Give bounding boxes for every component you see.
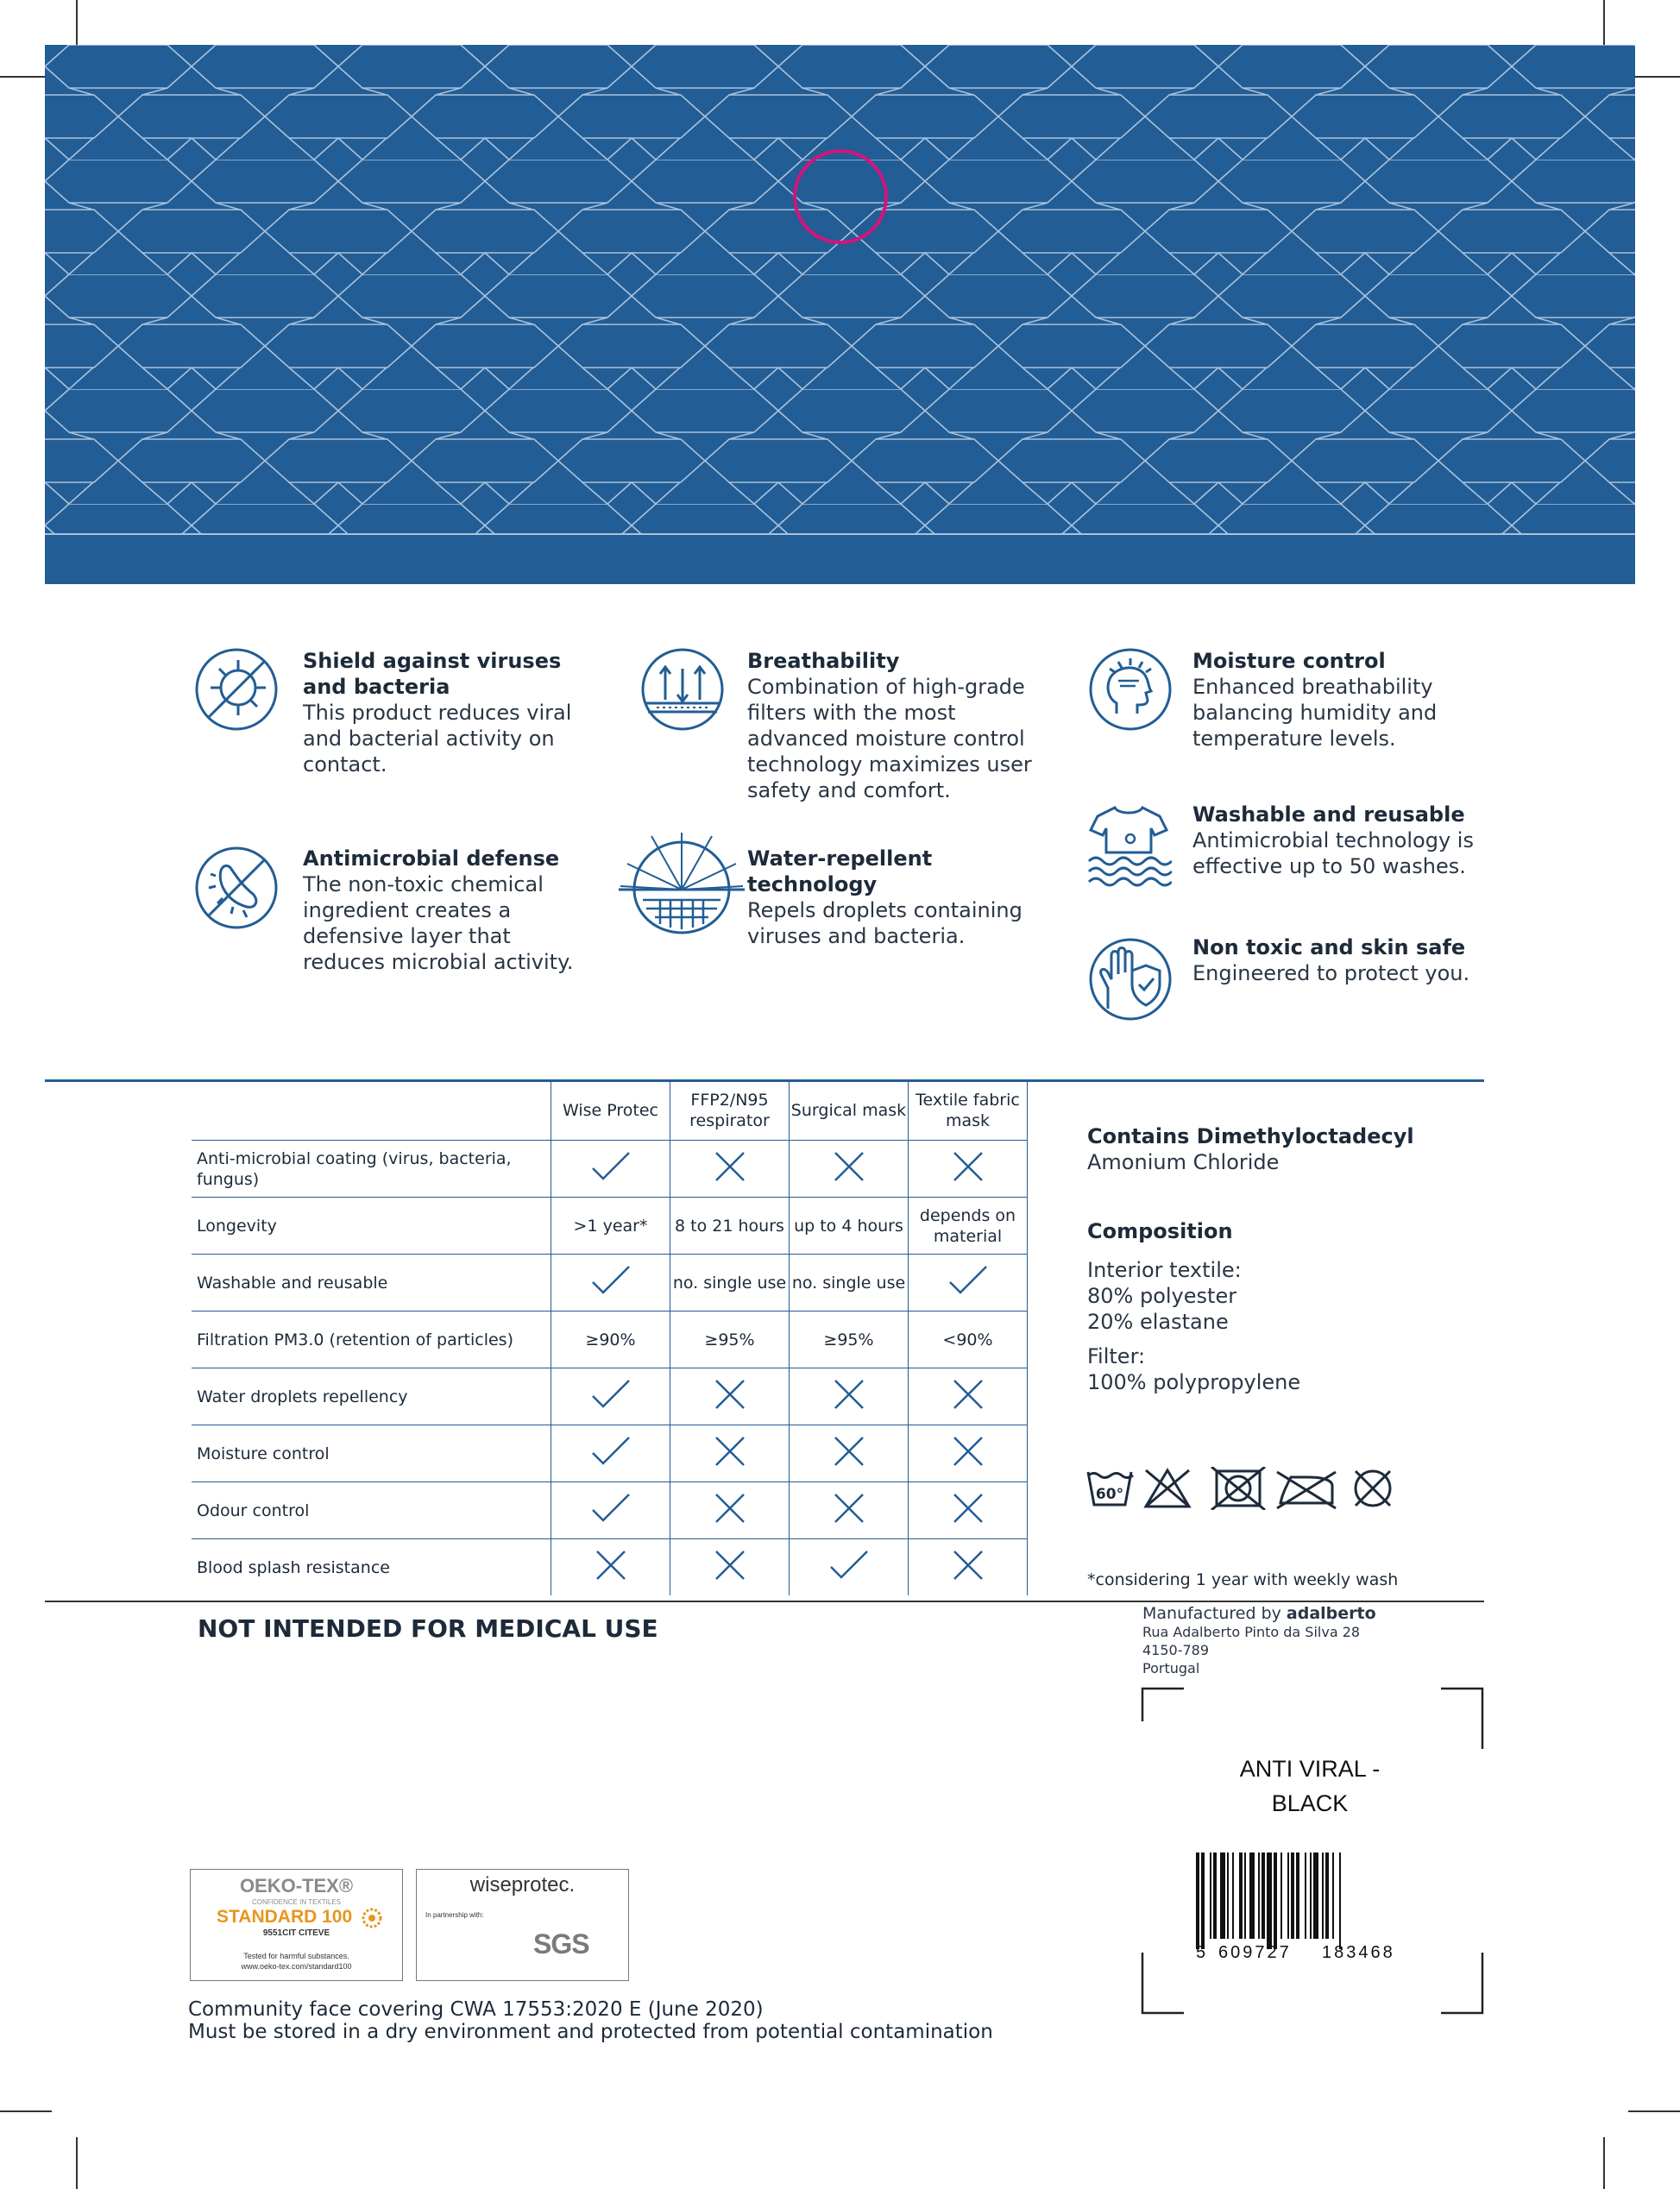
barcode-bar bbox=[1220, 1852, 1225, 1939]
oeko-url: www.oeko-tex.com/standard100 bbox=[241, 1962, 352, 1971]
crop-mark bbox=[76, 2137, 78, 2189]
feature-non-toxic bbox=[1192, 934, 1477, 986]
barcode-bar bbox=[1287, 1852, 1289, 1939]
barcode-bar bbox=[1210, 1852, 1211, 1939]
interior-value: 80% polyester bbox=[1087, 1284, 1237, 1308]
crop-mark bbox=[1603, 0, 1605, 52]
washable-shirt-icon bbox=[1085, 801, 1172, 887]
feature-text: Engineered to protect you. bbox=[1192, 961, 1470, 985]
cross-icon bbox=[832, 1491, 866, 1525]
address-line: 4150-789 bbox=[1142, 1642, 1210, 1658]
oeko-standard: STANDARD 100 bbox=[217, 1907, 353, 1927]
check-icon bbox=[589, 1377, 632, 1412]
oeko-tagline: CONFIDENCE IN TEXTILES bbox=[252, 1898, 341, 1906]
barcode-bar bbox=[1339, 1852, 1341, 1949]
check-icon bbox=[589, 1491, 632, 1525]
feature-title: Non toxic and skin safe bbox=[1192, 935, 1466, 959]
cross-icon bbox=[713, 1434, 747, 1469]
barcode-bar bbox=[1305, 1852, 1306, 1939]
contains-block bbox=[1087, 1123, 1414, 1175]
footnote: *considering 1 year with weekly wash bbox=[1087, 1570, 1399, 1589]
table-cell-cross bbox=[670, 1141, 790, 1198]
table-cell-cross bbox=[790, 1482, 909, 1539]
storage-note: Must be stored in a dry environment and protected from potential contamination bbox=[188, 2021, 993, 2043]
table-cell-cross bbox=[909, 1482, 1028, 1539]
composition-title: Composition bbox=[1087, 1219, 1233, 1243]
row-label: Filtration PM3.0 (retention of particles) bbox=[192, 1312, 551, 1368]
feature-shield bbox=[303, 648, 588, 777]
feature-antimicrobial bbox=[303, 846, 588, 975]
no-microbe-icon bbox=[193, 845, 280, 931]
barcode-bar bbox=[1332, 1852, 1334, 1939]
no-dry-clean-icon bbox=[1356, 1471, 1390, 1506]
barcode-bar bbox=[1267, 1852, 1272, 1949]
check-icon bbox=[589, 1149, 632, 1184]
composition-interior bbox=[1087, 1257, 1242, 1335]
crop-mark bbox=[0, 2110, 52, 2112]
cross-icon bbox=[951, 1548, 985, 1582]
feature-moisture bbox=[1192, 648, 1477, 752]
barcode-bar bbox=[1239, 1852, 1243, 1939]
table-cell-check bbox=[551, 1368, 670, 1425]
table-row bbox=[192, 1312, 1028, 1368]
svg-text:60°: 60° bbox=[1095, 1486, 1124, 1503]
crop-mark bbox=[0, 76, 52, 78]
table-cell-cross bbox=[909, 1368, 1028, 1425]
wiseprotec-logo bbox=[416, 1869, 629, 1981]
row-label: Longevity bbox=[192, 1198, 551, 1255]
manufacturer-block bbox=[1142, 1605, 1376, 1677]
table-cell-check bbox=[551, 1255, 670, 1312]
table-cell: up to 4 hours bbox=[790, 1198, 909, 1255]
column-header: FFP2/N95 respirator bbox=[670, 1081, 790, 1141]
cross-icon bbox=[832, 1149, 866, 1184]
breathability-icon bbox=[639, 646, 726, 733]
product-name bbox=[1217, 1752, 1403, 1821]
filter-value: 100% polypropylene bbox=[1087, 1370, 1301, 1394]
table-cell-cross bbox=[551, 1539, 670, 1596]
cross-icon bbox=[713, 1377, 747, 1412]
cross-icon bbox=[713, 1548, 747, 1582]
table-cell-check bbox=[790, 1539, 909, 1596]
bottom-text bbox=[188, 1998, 993, 2043]
feature-text: Combination of high-grade filters with the most advanced moisture control technology maximizes user safety and comfort. bbox=[747, 675, 1032, 802]
table-cell-cross bbox=[670, 1368, 790, 1425]
table-cell-check bbox=[909, 1255, 1028, 1312]
barcode-bar bbox=[1296, 1852, 1299, 1939]
pattern-banner bbox=[45, 45, 1635, 584]
feature-water-repellent bbox=[747, 846, 1032, 949]
check-icon bbox=[827, 1548, 871, 1582]
table-cell-cross bbox=[790, 1425, 909, 1482]
table-row bbox=[192, 1539, 1028, 1596]
hand-shield-icon bbox=[1087, 936, 1173, 1022]
table-cell: <90% bbox=[909, 1312, 1028, 1368]
barcode-bar bbox=[1313, 1852, 1318, 1939]
barcode-bar bbox=[1244, 1852, 1246, 1939]
virus-shield-icon bbox=[193, 646, 280, 733]
oeko-brand: OEKO-TEX® bbox=[239, 1875, 354, 1897]
contains-title: Contains Dimethyloctadecyl bbox=[1087, 1124, 1414, 1148]
wiseprotec-brand: wiseprotec. bbox=[469, 1873, 576, 1897]
address-line: Portugal bbox=[1142, 1660, 1200, 1676]
table-cell: no. single use bbox=[670, 1255, 790, 1312]
feature-title: Antimicrobial defense bbox=[303, 846, 560, 871]
barcode-bar bbox=[1249, 1852, 1255, 1939]
table-cell-cross bbox=[909, 1141, 1028, 1198]
table-cell-check bbox=[551, 1425, 670, 1482]
composition-block bbox=[1087, 1218, 1233, 1244]
care-symbols bbox=[1085, 1467, 1431, 1510]
table-cell-cross bbox=[670, 1539, 790, 1596]
row-label: Moisture control bbox=[192, 1425, 551, 1482]
column-header: Wise Protec bbox=[551, 1081, 670, 1141]
product-line: BLACK bbox=[1271, 1790, 1349, 1816]
cross-icon bbox=[713, 1149, 747, 1184]
row-label: Blood splash resistance bbox=[192, 1539, 551, 1596]
table-cell-check bbox=[551, 1141, 670, 1198]
interior-value: 20% elastane bbox=[1087, 1310, 1229, 1334]
table-cell-cross bbox=[790, 1141, 909, 1198]
address-line: Rua Adalberto Pinto da Silva 28 bbox=[1142, 1624, 1361, 1640]
cross-icon bbox=[951, 1491, 985, 1525]
oeko-flower-icon bbox=[362, 1908, 382, 1928]
water-repellent-icon bbox=[617, 829, 746, 937]
feature-title: Shield against viruses and bacteria bbox=[303, 649, 562, 699]
check-icon bbox=[589, 1434, 632, 1469]
oeko-code: 9551CIT CITEVE bbox=[262, 1928, 330, 1938]
barcode-bar bbox=[1322, 1852, 1324, 1939]
barcode-bar bbox=[1325, 1852, 1329, 1939]
not-medical-warning: NOT INTENDED FOR MEDICAL USE bbox=[198, 1614, 658, 1643]
table-cell-cross bbox=[790, 1368, 909, 1425]
crop-mark bbox=[76, 0, 78, 52]
table-cell: 8 to 21 hours bbox=[670, 1198, 790, 1255]
barcode-bar bbox=[1310, 1852, 1312, 1939]
barcode-bar bbox=[1291, 1852, 1294, 1939]
table-row bbox=[192, 1425, 1028, 1482]
table-cell-cross bbox=[670, 1425, 790, 1482]
partner-label: In partnership with: bbox=[425, 1911, 484, 1919]
feature-title: Moisture control bbox=[1192, 649, 1386, 673]
crop-mark bbox=[1628, 2110, 1680, 2112]
filter-label: Filter: bbox=[1087, 1344, 1146, 1368]
comparison-table bbox=[192, 1081, 1028, 1595]
barcode-bar bbox=[1232, 1852, 1234, 1939]
wash-60-icon bbox=[1088, 1472, 1133, 1505]
row-label: Anti-microbial coating (virus, bacteria, fungus) bbox=[192, 1141, 551, 1198]
table-corner bbox=[192, 1081, 551, 1141]
cross-icon bbox=[832, 1377, 866, 1412]
feature-text: The non-toxic chemical ingredient creates a defensive layer that reduces microbial activity. bbox=[303, 872, 574, 974]
divider-bottom bbox=[45, 1601, 1484, 1602]
cross-icon bbox=[594, 1548, 628, 1582]
table-cell-cross bbox=[909, 1539, 1028, 1596]
table-cell-cross bbox=[909, 1425, 1028, 1482]
table-cell: ≥95% bbox=[670, 1312, 790, 1368]
barcode-bar bbox=[1227, 1852, 1229, 1939]
table-cell: no. single use bbox=[790, 1255, 909, 1312]
feature-title: Water-repellent technology bbox=[747, 846, 933, 896]
barcode-bar bbox=[1274, 1852, 1277, 1949]
table-row bbox=[192, 1198, 1028, 1255]
barcode-digits: 609727 bbox=[1218, 1943, 1292, 1962]
barcode-bar bbox=[1280, 1852, 1282, 1939]
table-cell-cross bbox=[670, 1482, 790, 1539]
no-iron-icon bbox=[1277, 1472, 1336, 1508]
check-icon bbox=[589, 1263, 632, 1298]
oeko-tested: Tested for harmful substances. bbox=[243, 1952, 349, 1960]
crop-mark bbox=[1603, 2137, 1605, 2189]
cross-icon bbox=[951, 1149, 985, 1184]
barcode-digit: 5 bbox=[1196, 1943, 1206, 1962]
cross-icon bbox=[832, 1434, 866, 1469]
row-label: Odour control bbox=[192, 1482, 551, 1539]
cross-icon bbox=[951, 1434, 985, 1469]
table-cell: >1 year* bbox=[551, 1198, 670, 1255]
standard-note: Community face covering CWA 17553:2020 E (June 2020) bbox=[188, 1998, 764, 2021]
no-tumble-dry-icon bbox=[1211, 1467, 1265, 1510]
sgs-logo: SGS bbox=[533, 1928, 589, 1959]
table-row bbox=[192, 1255, 1028, 1312]
cross-icon bbox=[713, 1491, 747, 1525]
table-cell: depends on material bbox=[909, 1198, 1028, 1255]
feature-title: Washable and reusable bbox=[1192, 802, 1465, 827]
table-row bbox=[192, 1482, 1028, 1539]
manufacturer-name: adalberto bbox=[1286, 1604, 1376, 1623]
contains-text: Amonium Chloride bbox=[1087, 1150, 1280, 1174]
barcode-digits: 183468 bbox=[1322, 1943, 1395, 1962]
interior-label: Interior textile: bbox=[1087, 1258, 1242, 1282]
feature-text: Antimicrobial technology is effective up to 50 washes. bbox=[1192, 828, 1474, 878]
row-label: Water droplets repellency bbox=[192, 1368, 551, 1425]
feature-text: Enhanced breathability balancing humidity and temperature levels. bbox=[1192, 675, 1438, 751]
table-cell: ≥90% bbox=[551, 1312, 670, 1368]
feature-text: This product reduces viral and bacterial activity on contact. bbox=[303, 701, 572, 777]
barcode-bar bbox=[1262, 1852, 1265, 1939]
barcode-bar bbox=[1213, 1852, 1217, 1939]
barcode-bar bbox=[1196, 1852, 1199, 1949]
feature-text: Repels droplets containing viruses and bacteria. bbox=[747, 898, 1022, 948]
column-header: Textile fabric mask bbox=[909, 1081, 1028, 1141]
feature-breathability bbox=[747, 648, 1032, 803]
no-bleach-icon bbox=[1146, 1470, 1189, 1507]
barcode-bar bbox=[1201, 1852, 1205, 1949]
table-row bbox=[192, 1141, 1028, 1198]
moisture-head-icon bbox=[1087, 646, 1173, 733]
table-cell: ≥95% bbox=[790, 1312, 909, 1368]
table-cell-check bbox=[551, 1482, 670, 1539]
composition-filter bbox=[1087, 1343, 1300, 1395]
crop-mark bbox=[1628, 76, 1680, 78]
row-label: Washable and reusable bbox=[192, 1255, 551, 1312]
manufacturer-prefix: Manufactured by bbox=[1142, 1604, 1287, 1623]
oeko-tex-logo bbox=[190, 1869, 403, 1981]
column-header: Surgical mask bbox=[790, 1081, 909, 1141]
table-row bbox=[192, 1368, 1028, 1425]
barcode bbox=[1192, 1851, 1417, 1963]
product-line: ANTI VIRAL - bbox=[1239, 1756, 1381, 1782]
feature-title: Breathability bbox=[747, 649, 900, 673]
check-icon bbox=[947, 1263, 990, 1298]
barcode-bar bbox=[1258, 1852, 1260, 1939]
cross-icon bbox=[951, 1377, 985, 1412]
feature-washable bbox=[1192, 802, 1477, 879]
